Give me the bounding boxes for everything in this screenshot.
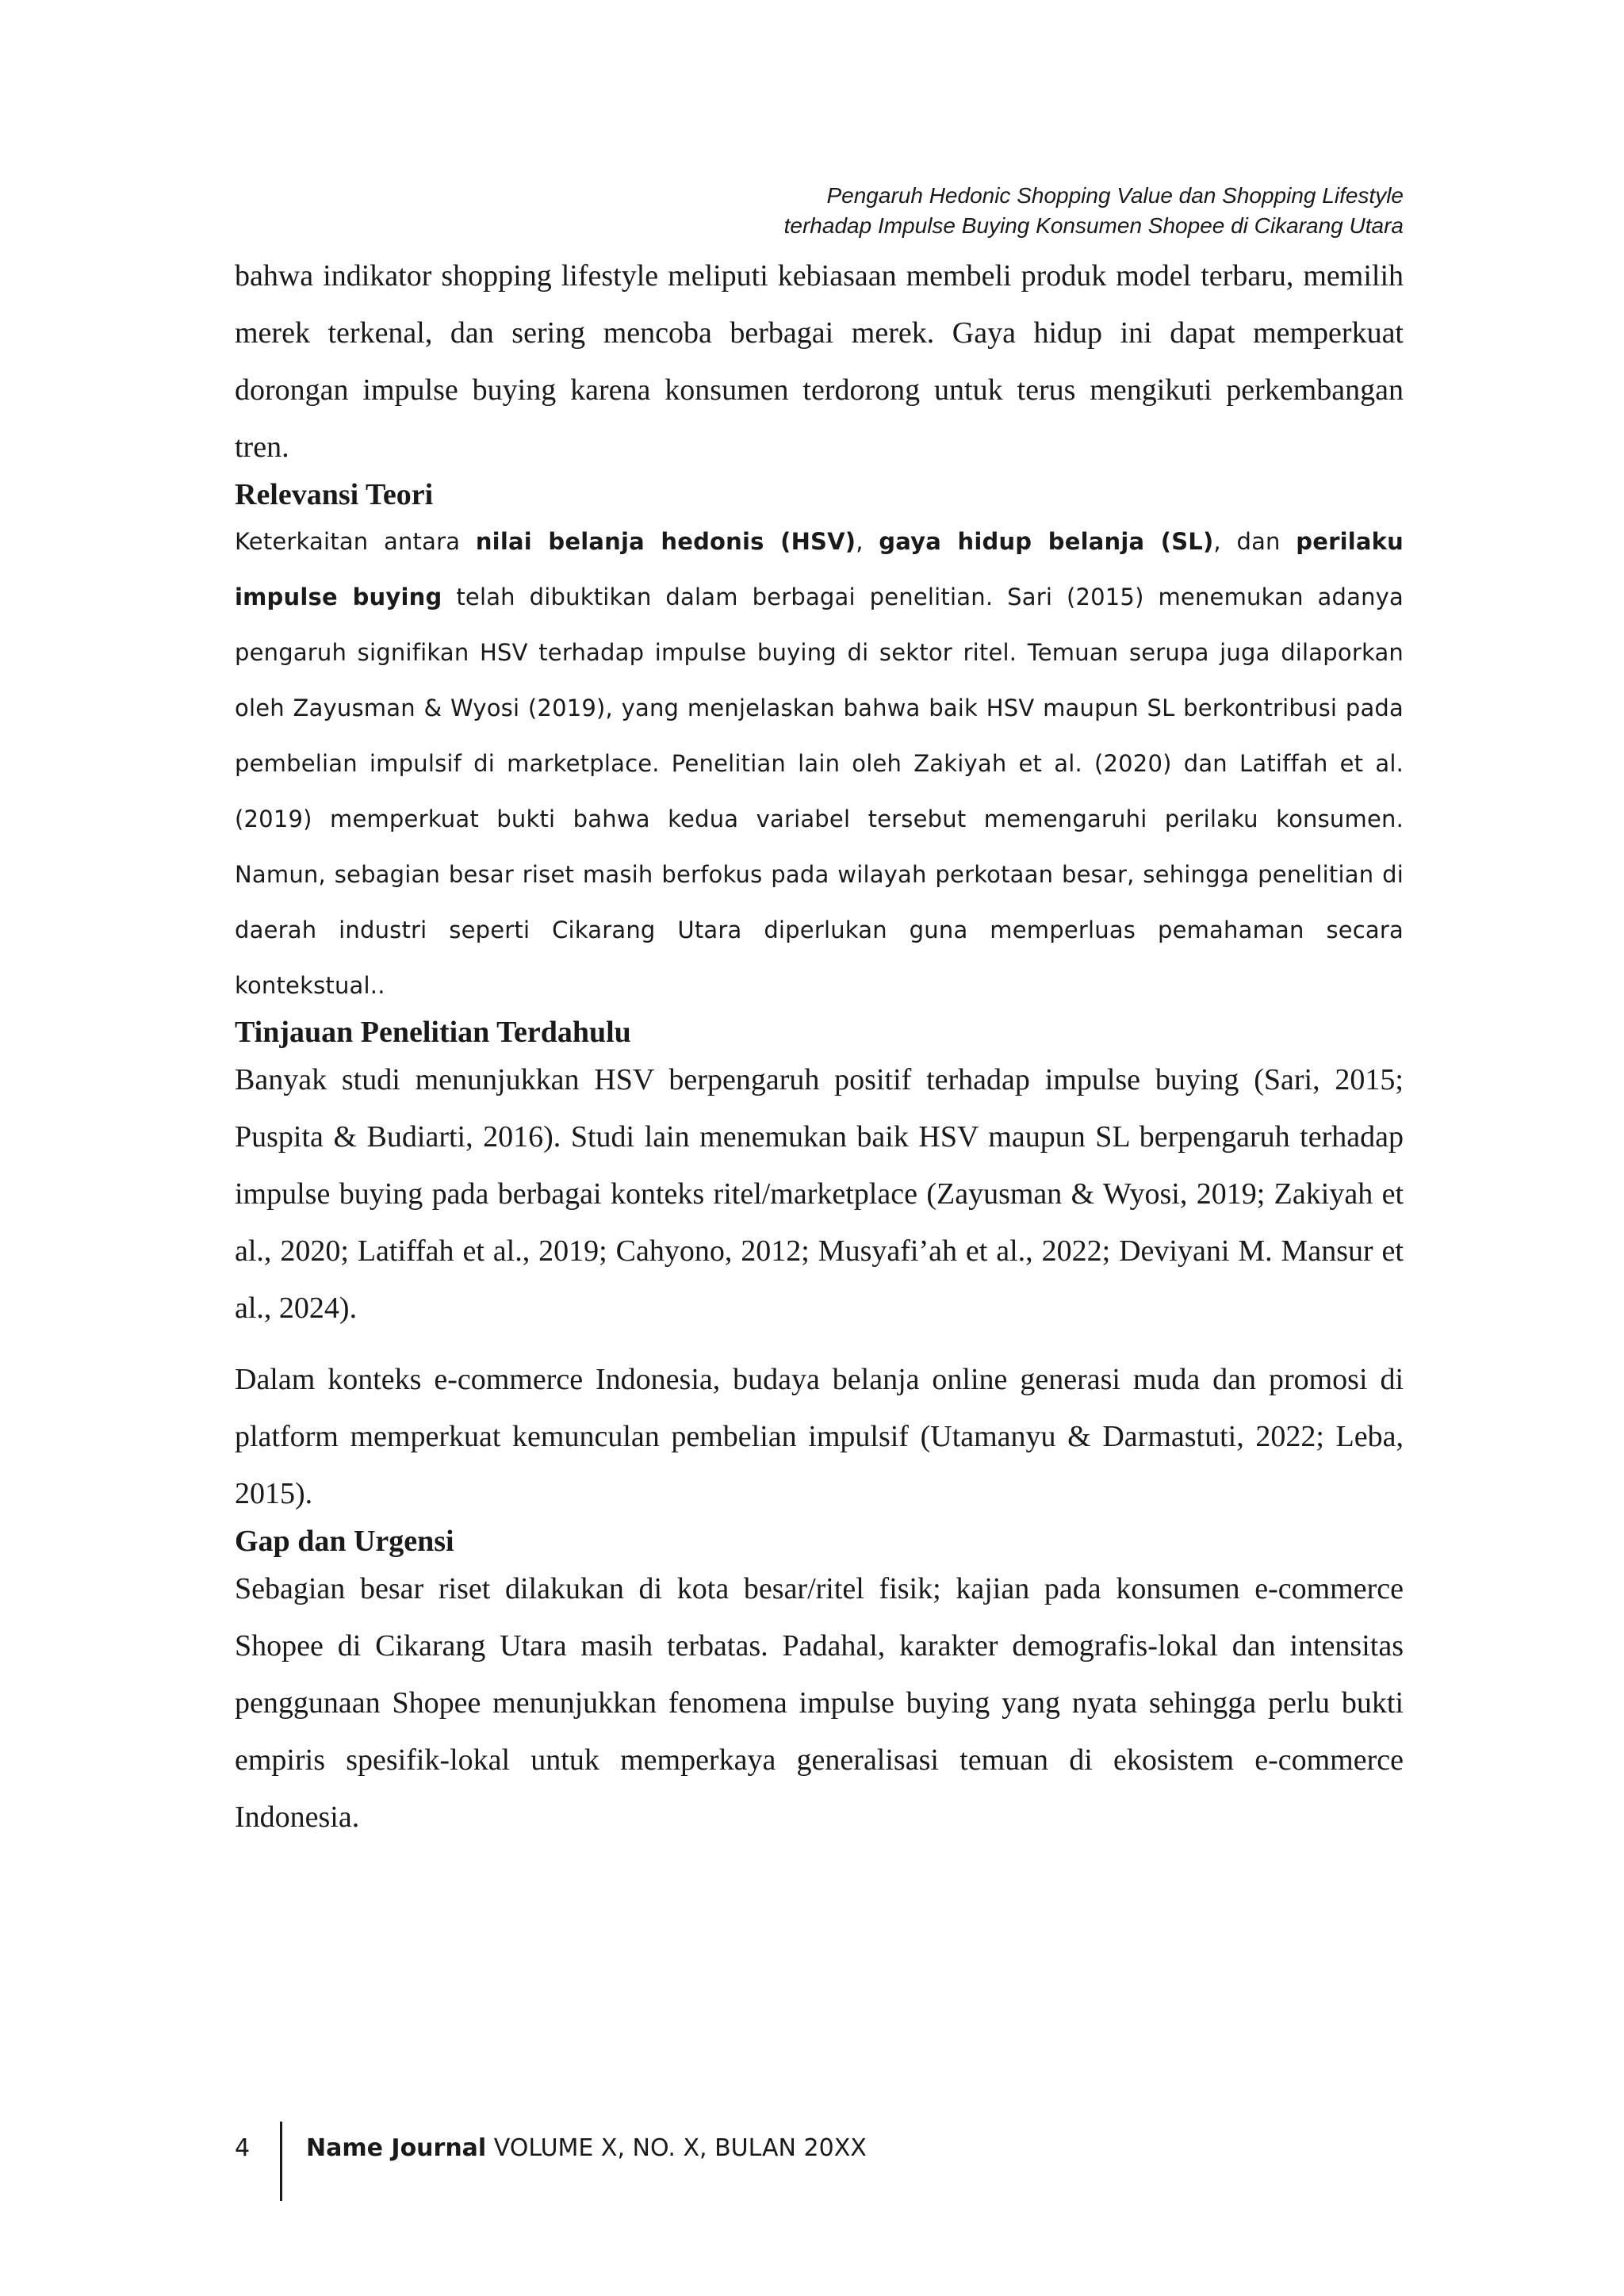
page-number: 4 (235, 2134, 251, 2162)
running-header-line-2: terhadap Impulse Buying Konsumen Shopee di Cikarang Utara (783, 213, 1404, 238)
section-heading-relevansi: Relevansi Teori (235, 478, 434, 511)
running-header (452, 181, 1404, 241)
main-content (235, 247, 1404, 1846)
journal-info (306, 2134, 867, 2162)
relevansi-text-2: , (856, 528, 879, 555)
relevansi-bold-impulse: perilaku impulse buying (235, 528, 1404, 610)
footer-divider (280, 2122, 282, 2201)
relevansi-bold-sl: gaya hidup belanja (SL) (879, 528, 1214, 555)
running-header-line-1: Pengaruh Hedonic Shopping Value dan Shopping Lifestyle (826, 183, 1404, 208)
relevansi-text-1: Keterkaitan antara (235, 528, 476, 555)
relevansi-paragraph (235, 514, 1404, 1013)
intro-paragraph: bahwa indikator shopping lifestyle meliputi kebiasaan membeli produk model terbaru, memilih merek terkenal, dan sering mencoba berbagai merek. Gaya hidup ini dapat memperkuat dorongan impulse buying karena konsumen terdorong untuk terus mengikuti perkembangan tren. (235, 259, 1404, 464)
section-heading-tinjauan: Tinjauan Penelitian Terdahulu (235, 1016, 631, 1049)
journal-volume: VOLUME X, NO. X, BULAN 20XX (486, 2134, 867, 2162)
relevansi-bold-hsv: nilai belanja hedonis (HSV) (475, 528, 856, 555)
relevansi-text-3: , dan (1213, 528, 1297, 555)
tinjauan-paragraph-1: Banyak studi menunjukkan HSV berpengaruh positif terhadap impulse buying (Sari, 2015; Puspita & Budiarti, 2016). Studi lain menemukan baik HSV maupun SL berpengaruh terhadap impulse buying pada berbagai konteks ritel/marketplace (Zayusman & Wyosi, 2019; Zakiyah et al., 2020; Latiffah et al., 2019; Cahyono, 2012; Musyafi’ah et al., 2022; Deviyani M. Mansur et al., 2024). (235, 1063, 1404, 1325)
relevansi-text-4: telah dibuktikan dalam berbagai penelitian. Sari (2015) menemukan adanya pengaruh signifikan HSV terhadap impulse buying di sektor ritel. Temuan serupa juga dilaporkan oleh Zayusman & Wyosi (2019), yang menjelaskan bahwa baik HSV maupun SL berkontribusi pada pembelian impulsif di marketplace. Penelitian lain oleh Zakiyah et al. (2020) dan Latiffah et al. (2019) memperkuat bukti bahwa kedua variabel tersebut memengaruhi perilaku konsumen. Namun, sebagian besar riset masih berfokus pada wilayah perkotaan besar, sehingga penelitian di daerah industri seperti Cikarang Utara diperlukan guna memperluas pemahaman secara kontekstual.. (235, 584, 1404, 999)
journal-name: Name Journal (306, 2134, 487, 2162)
section-heading-gap: Gap dan Urgensi (235, 1525, 454, 1558)
tinjauan-paragraph-2: Dalam konteks e-commerce Indonesia, budaya belanja online generasi muda dan promosi di platform memperkuat kemunculan pembelian impulsif (Utamanyu & Darmastuti, 2022; Leba, 2015). (235, 1363, 1404, 1510)
gap-paragraph: Sebagian besar riset dilakukan di kota besar/ritel fisik; kajian pada konsumen e-commerce Shopee di Cikarang Utara masih terbatas. Padahal, karakter demografis-lokal dan intensitas penggunaan Shopee menunjukkan fenomena impulse buying yang nyata sehingga perlu bukti empiris spesifik-lokal untuk memperkaya generalisasi temuan di ekosistem e-commerce Indonesia. (235, 1572, 1404, 1834)
